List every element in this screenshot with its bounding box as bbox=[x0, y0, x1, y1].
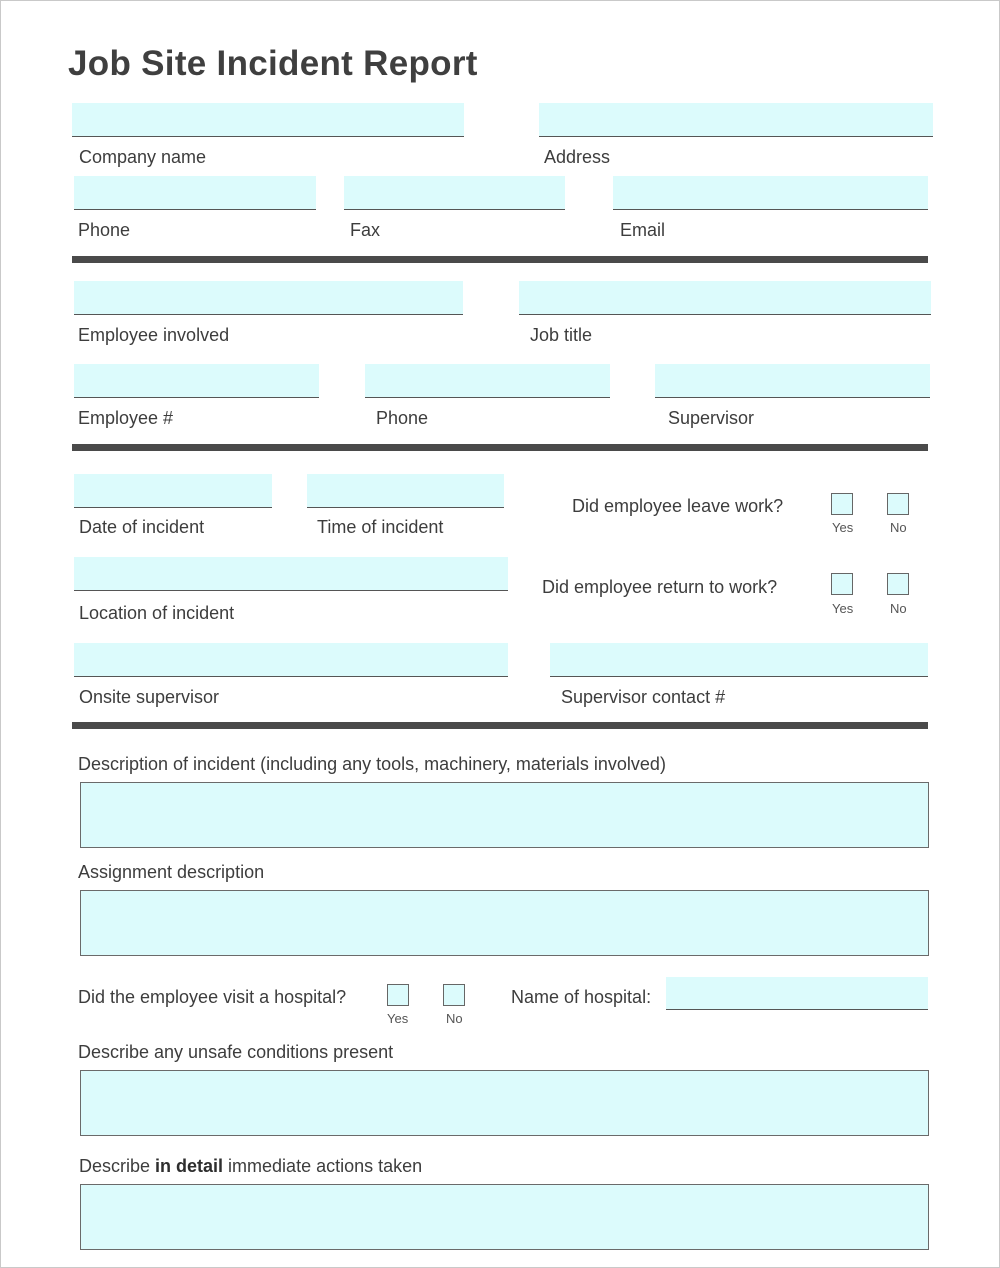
address-label: Address bbox=[544, 147, 611, 167]
employee-phone-field[interactable] bbox=[365, 364, 610, 398]
return-work-yes-checkbox[interactable] bbox=[831, 573, 853, 595]
leave-work-question: Did employee leave work? bbox=[572, 496, 784, 516]
employee-number-field[interactable] bbox=[74, 364, 319, 398]
employee-involved-field[interactable] bbox=[74, 281, 463, 315]
visit-hospital-question: Did the employee visit a hospital? bbox=[78, 987, 347, 1007]
supervisor-field[interactable] bbox=[655, 364, 930, 398]
page-title: Job Site Incident Report bbox=[68, 44, 478, 83]
leave-work-yes-checkbox[interactable] bbox=[831, 493, 853, 515]
actions-taken-textarea[interactable] bbox=[80, 1184, 929, 1250]
email-field[interactable] bbox=[613, 176, 928, 210]
actions-taken-label-prefix: Describe bbox=[79, 1156, 156, 1176]
hospital-no-label: No bbox=[446, 1011, 463, 1026]
leave-work-no-label: No bbox=[890, 520, 907, 535]
employee-phone-label: Phone bbox=[376, 408, 429, 428]
section-divider-1 bbox=[72, 256, 928, 263]
location-of-incident-field[interactable] bbox=[74, 557, 508, 591]
onsite-supervisor-field[interactable] bbox=[74, 643, 508, 677]
section-divider-3 bbox=[72, 722, 928, 729]
fax-field[interactable] bbox=[344, 176, 565, 210]
return-to-work-question: Did employee return to work? bbox=[542, 577, 778, 597]
time-of-incident-field[interactable] bbox=[307, 474, 504, 508]
name-of-hospital-field[interactable] bbox=[666, 977, 928, 1010]
section-divider-2 bbox=[72, 444, 928, 451]
leave-work-yes-label: Yes bbox=[832, 520, 854, 535]
unsafe-conditions-label: Describe any unsafe conditions present bbox=[78, 1042, 394, 1062]
supervisor-contact-label: Supervisor contact # bbox=[561, 687, 726, 707]
actions-taken-label-suffix: immediate actions taken bbox=[223, 1156, 423, 1176]
onsite-supervisor-label: Onsite supervisor bbox=[79, 687, 220, 707]
assignment-description-textarea[interactable] bbox=[80, 890, 929, 956]
assignment-description-label: Assignment description bbox=[78, 862, 265, 882]
fax-label: Fax bbox=[350, 220, 381, 240]
date-of-incident-field[interactable] bbox=[74, 474, 272, 508]
email-label: Email bbox=[620, 220, 666, 240]
supervisor-contact-field[interactable] bbox=[550, 643, 928, 677]
location-of-incident-label: Location of incident bbox=[79, 603, 235, 623]
description-of-incident-label: Description of incident (including any tools, machinery, materials involved) bbox=[78, 754, 666, 774]
employee-involved-label: Employee involved bbox=[78, 325, 230, 345]
supervisor-label: Supervisor bbox=[668, 408, 755, 428]
actions-taken-label bbox=[79, 1155, 422, 1177]
description-of-incident-textarea[interactable] bbox=[80, 782, 929, 848]
actions-taken-label-bold: in detail bbox=[155, 1156, 224, 1176]
hospital-yes-checkbox[interactable] bbox=[387, 984, 409, 1006]
hospital-no-checkbox[interactable] bbox=[443, 984, 465, 1006]
time-of-incident-label: Time of incident bbox=[317, 517, 444, 537]
date-of-incident-label: Date of incident bbox=[79, 517, 205, 537]
company-name-field[interactable] bbox=[72, 103, 464, 137]
return-work-no-label: No bbox=[890, 601, 907, 616]
job-title-label: Job title bbox=[530, 325, 593, 345]
address-field[interactable] bbox=[539, 103, 933, 137]
unsafe-conditions-textarea[interactable] bbox=[80, 1070, 929, 1136]
company-phone-field[interactable] bbox=[74, 176, 316, 210]
name-of-hospital-label: Name of hospital: bbox=[511, 987, 652, 1007]
employee-number-label: Employee # bbox=[78, 408, 174, 428]
job-title-field[interactable] bbox=[519, 281, 931, 315]
company-name-label: Company name bbox=[79, 147, 207, 167]
return-work-no-checkbox[interactable] bbox=[887, 573, 909, 595]
return-work-yes-label: Yes bbox=[832, 601, 854, 616]
leave-work-no-checkbox[interactable] bbox=[887, 493, 909, 515]
company-phone-label: Phone bbox=[78, 220, 131, 240]
hospital-yes-label: Yes bbox=[387, 1011, 409, 1026]
